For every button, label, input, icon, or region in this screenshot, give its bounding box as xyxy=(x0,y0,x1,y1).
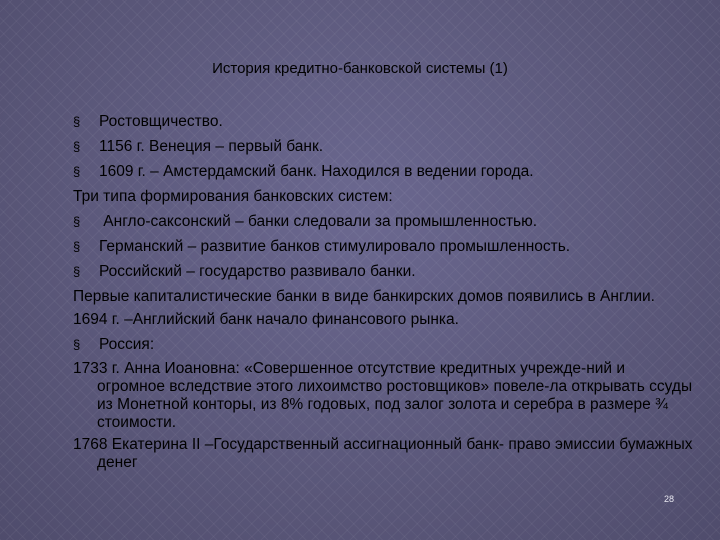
paragraph: 1733 г. Анна Иоановна: «Совершенное отсутствие кредитных учрежде-ний и огромное вследствие этого лихоимство ростовщиков» повеле-ла открывать ссуды из Монетной конторы, из 8% годовых, под залог золота и серебра в размере ¾ стоимости. xyxy=(73,360,693,431)
paragraph: Три типа формирования банковских систем: xyxy=(73,188,393,205)
list-item-text: Россия: xyxy=(99,336,155,353)
list-item xyxy=(73,262,693,281)
bullet-icon: § xyxy=(73,264,81,279)
list-item xyxy=(73,335,693,354)
paragraph: 1694 г. –Английский банк начало финансового рынка. xyxy=(73,311,459,328)
bullet-icon: § xyxy=(73,139,81,154)
bullet-icon: § xyxy=(73,114,81,129)
list-item-text: 1609 г. – Амстердамский банк. Находился в ведении города. xyxy=(99,163,534,180)
paragraph: 1768 Екатерина II –Государственный ассигнационный банк- право эмиссии бумажных денег xyxy=(73,436,693,471)
list-item xyxy=(73,237,693,256)
list-item xyxy=(73,212,693,231)
list-item xyxy=(73,112,693,131)
paragraph: Первые капиталистические банки в виде банкирских домов появились в Англии. xyxy=(73,288,655,305)
list-item xyxy=(73,137,693,156)
list-item-text: Ростовщичество. xyxy=(99,113,223,130)
list-item-text: Англо-саксонский – банки следовали за промышленностью. xyxy=(99,213,538,230)
bullet-icon: § xyxy=(73,337,81,352)
list-item-text: Германский – развитие банков стимулировало промышленность. xyxy=(99,238,571,255)
list-item-text: 1156 г. Венеция – первый банк. xyxy=(99,138,324,155)
list-item-text: Российский – государство развивало банки. xyxy=(99,263,416,280)
slide-body xyxy=(73,112,693,478)
bullet-icon: § xyxy=(73,164,81,179)
slide-title: История кредитно-банковской системы (1) xyxy=(212,60,508,77)
list-item xyxy=(73,162,693,181)
bullet-icon: § xyxy=(73,214,81,229)
page-number: 28 xyxy=(664,494,675,504)
bullet-icon: § xyxy=(73,239,81,254)
